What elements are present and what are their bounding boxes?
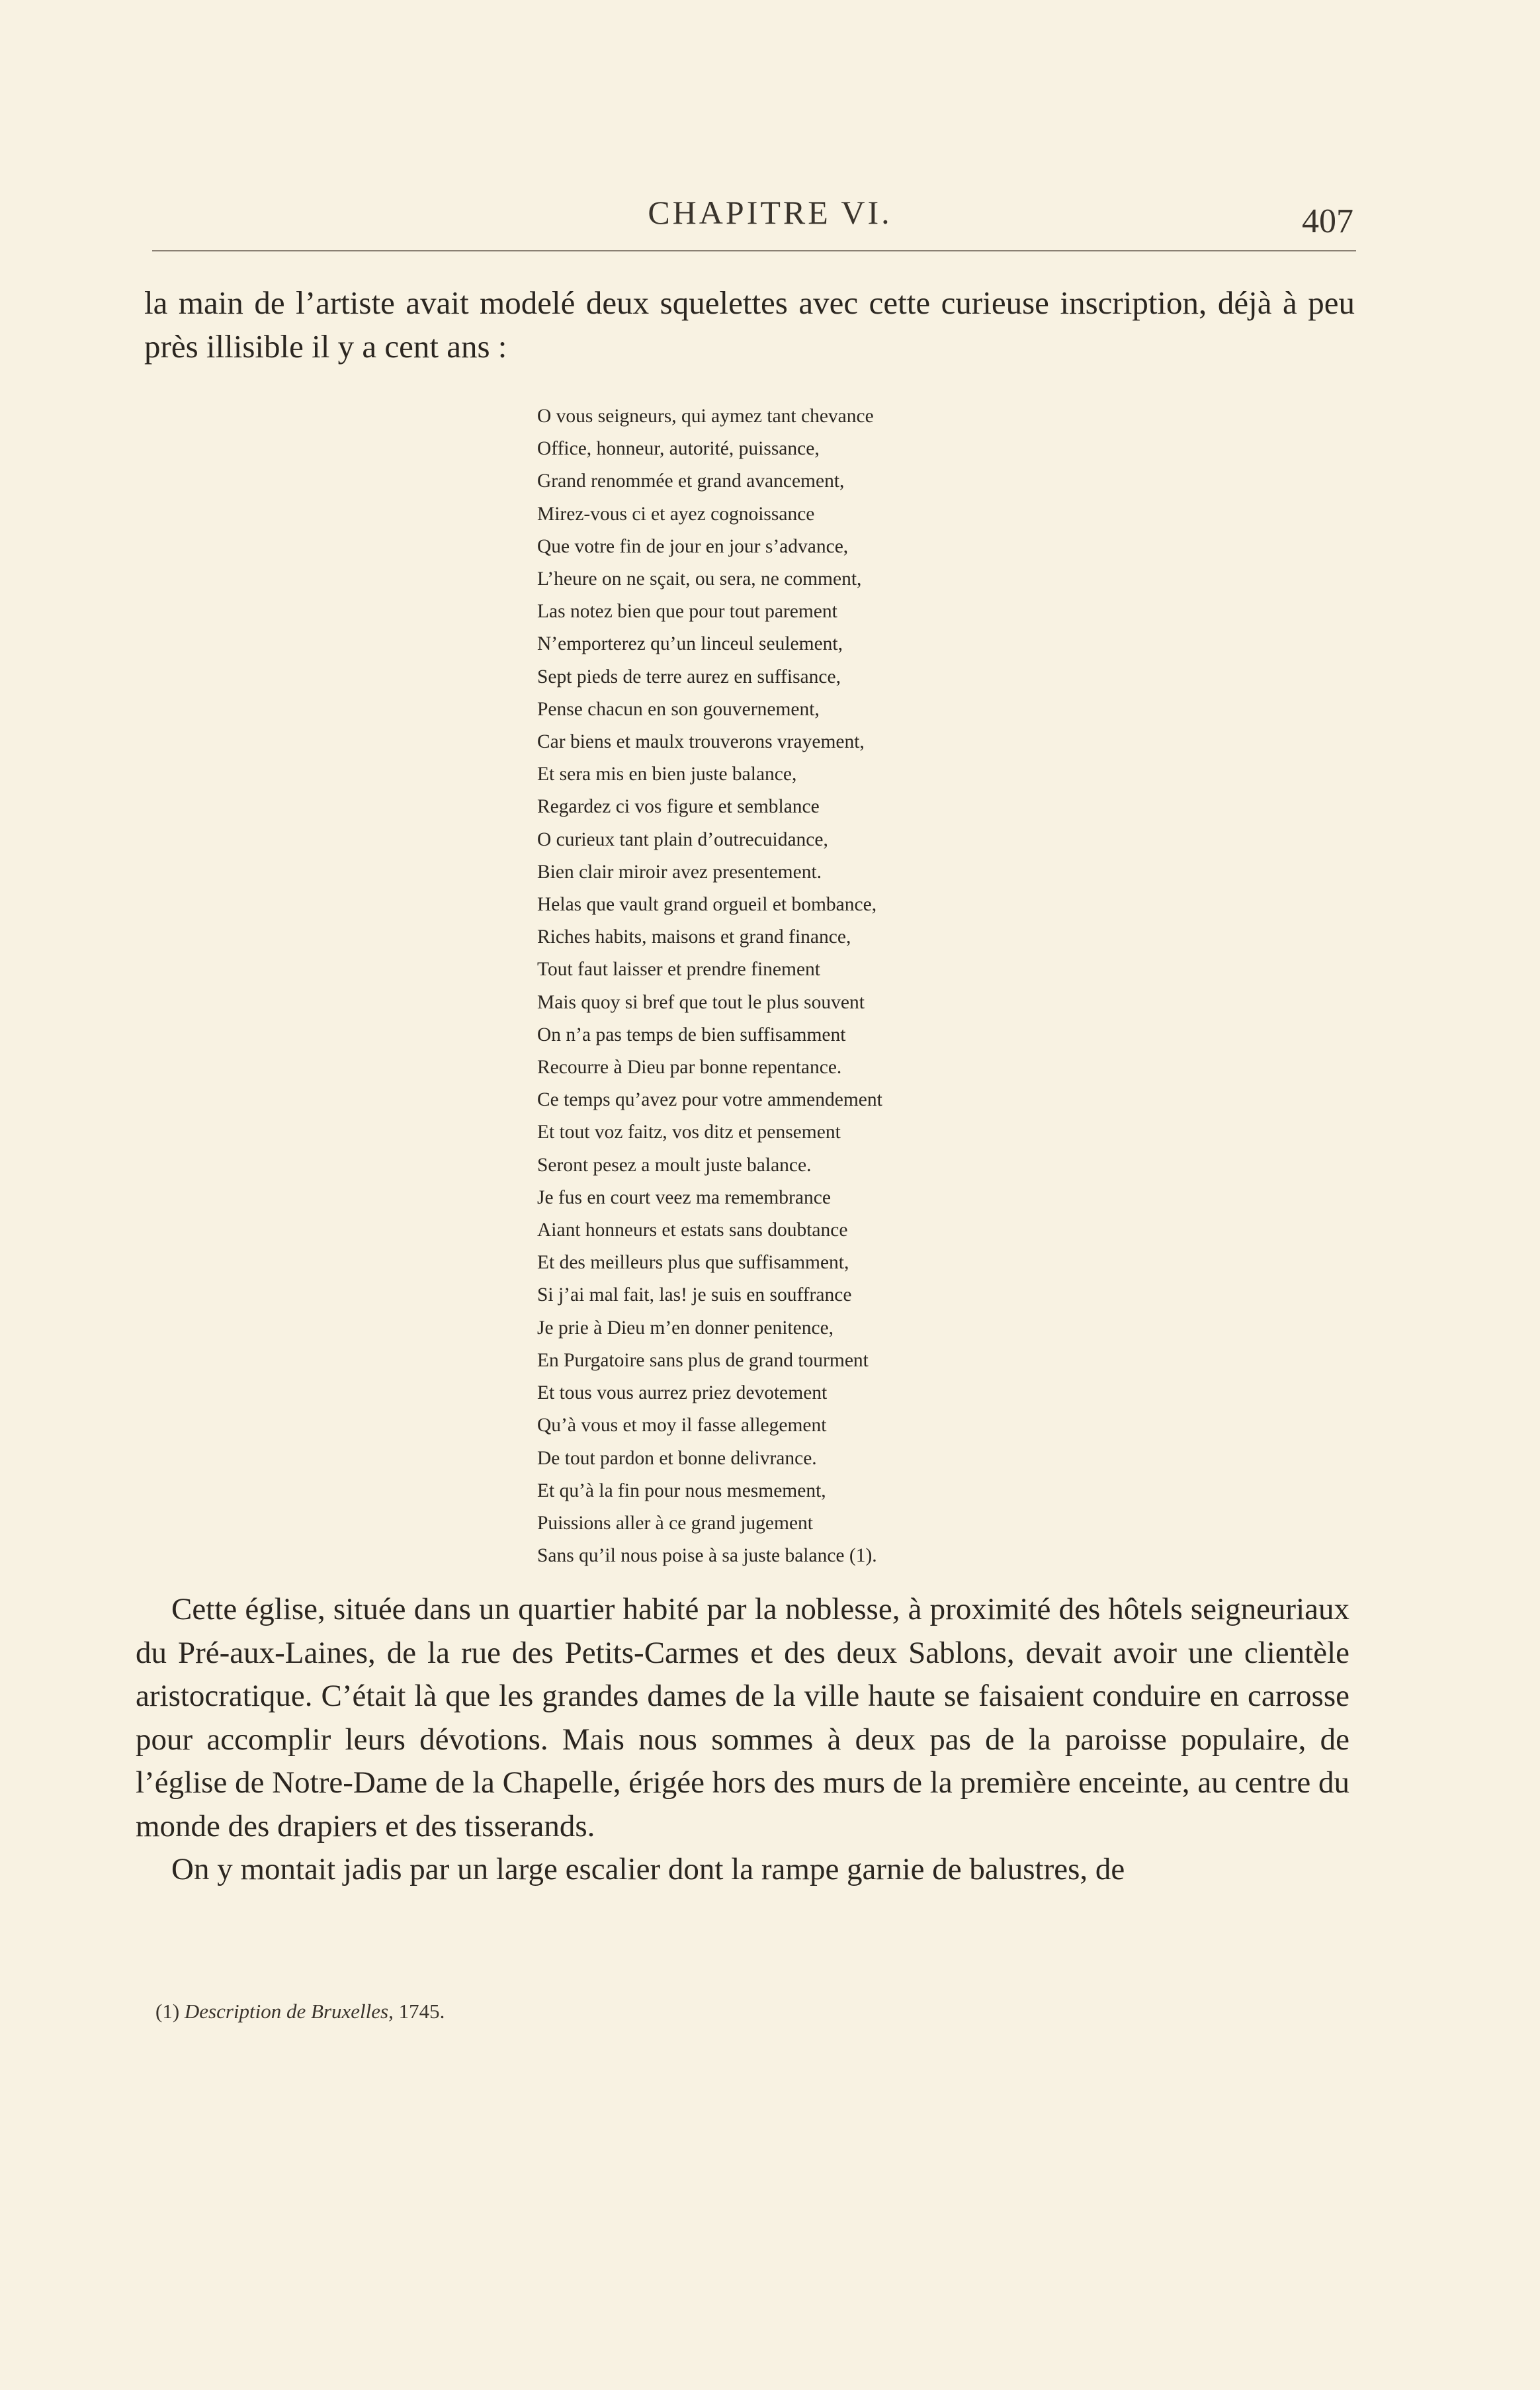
poem-line: Sept pieds de terre aurez en suffisance, xyxy=(537,666,841,687)
poem-line: En Purgatoire sans plus de grand tourment xyxy=(537,1349,869,1371)
poem-line: Je fus en court veez ma remembrance xyxy=(537,1186,831,1208)
poem-line: Las notez bien que pour tout parement xyxy=(537,601,837,623)
poem-line: Tout faut laisser et prendre finement xyxy=(537,959,820,981)
poem-inscription xyxy=(537,400,1013,1572)
running-title: CHAPITRE VI. xyxy=(648,194,892,231)
poem-line: Et tout voz faitz, vos ditz et pensement xyxy=(537,1122,841,1143)
poem-line: Ce temps qu’avez pour votre ammendement xyxy=(537,1089,882,1111)
poem-line: Mirez-vous ci et ayez cognoissance xyxy=(537,503,815,525)
poem-line: Si j’ai mal fait, las! je suis en souffrance xyxy=(537,1284,852,1306)
footnote-marker: (1) xyxy=(155,2000,180,2023)
poem-line: Je prie à Dieu m’en donner penitence, xyxy=(537,1317,834,1339)
poem-line: De tout pardon et bonne delivrance. xyxy=(537,1447,817,1469)
poem-line: Que votre fin de jour en jour s’advance, xyxy=(537,535,849,557)
poem-line: Qu’à vous et moy il fasse allegement xyxy=(537,1415,827,1437)
poem-line: Et des meilleurs plus que suffisamment, xyxy=(537,1252,849,1274)
poem-line: Pense chacun en son gouvernement, xyxy=(537,698,820,720)
poem-line: L’heure on ne sçait, ou sera, ne comment, xyxy=(537,568,862,590)
poem-line: Regardez ci vos figure et semblance xyxy=(537,796,820,818)
poem-line: Et tous vous aurrez priez devotement xyxy=(537,1382,828,1404)
header-rule xyxy=(152,250,1356,251)
body-text xyxy=(136,1588,1349,1892)
footnote xyxy=(155,2000,445,2023)
poem-line: O vous seigneurs, qui aymez tant chevance xyxy=(537,406,874,427)
poem-line: Mais quoy si bref que tout le plus souvent xyxy=(537,991,865,1013)
poem-line: Sans qu’il nous poise à sa juste balance (1). xyxy=(537,1545,877,1567)
poem-line: O curieux tant plain d’outrecuidance, xyxy=(537,828,828,850)
poem-line: Helas que vault grand orgueil et bombance, xyxy=(537,894,877,916)
page-number: 407 xyxy=(1302,202,1353,240)
footnote-year: 1745. xyxy=(398,2000,445,2023)
poem-line: Et sera mis en bien juste balance, xyxy=(537,764,797,785)
poem-line: Et qu’à la fin pour nous mesmement, xyxy=(537,1480,826,1501)
poem-line: Aiant honneurs et estats sans doubtance xyxy=(537,1219,848,1241)
body-paragraph: On y montait jadis par un large escalier dont la rampe garnie de balustres, de xyxy=(171,1852,1125,1886)
poem-line: Office, honneur, autorité, puissance, xyxy=(537,438,820,460)
poem-line: Bien clair miroir avez presentement. xyxy=(537,861,822,883)
poem-line: Seront pesez a moult juste balance. xyxy=(537,1154,812,1176)
poem-line: Recourre à Dieu par bonne repentance. xyxy=(537,1057,842,1079)
poem-line: N’emporterez qu’un linceul seulement, xyxy=(537,633,843,655)
intro-paragraph: la main de l’artiste avait modelé deux squelettes avec cette curieuse inscription, déjà à peu près illisible il y a cent ans : xyxy=(144,285,1355,365)
poem-line: Puissions aller à ce grand jugement xyxy=(537,1512,813,1534)
footnote-title: Description de Bruxelles, xyxy=(184,2000,394,2023)
poem-line: On n’a pas temps de bien suffisamment xyxy=(537,1024,846,1045)
poem-line: Car biens et maulx trouverons vrayement, xyxy=(537,731,865,753)
poem-line: Riches habits, maisons et grand finance, xyxy=(537,926,851,948)
poem-line: Grand renommée et grand avancement, xyxy=(537,470,845,492)
body-paragraph: Cette église, située dans un quartier habité par la noblesse, à proximité des hôtels seigneuriaux du Pré-aux-Laines, de la rue des Petits-Carmes et des deux Sablons, devait avoir une clientèle aristocratique. C’était là que les grandes dames de la ville haute se faisaient conduire en carrosse pour accomplir leurs dévotions. Mais nous sommes à deux pas de la paroisse populaire, de l’église de Notre-Dame de la Chapelle, érigée hors des murs de la première enceinte, au centre du monde des drapiers et des tisserands. xyxy=(136,1592,1349,1843)
